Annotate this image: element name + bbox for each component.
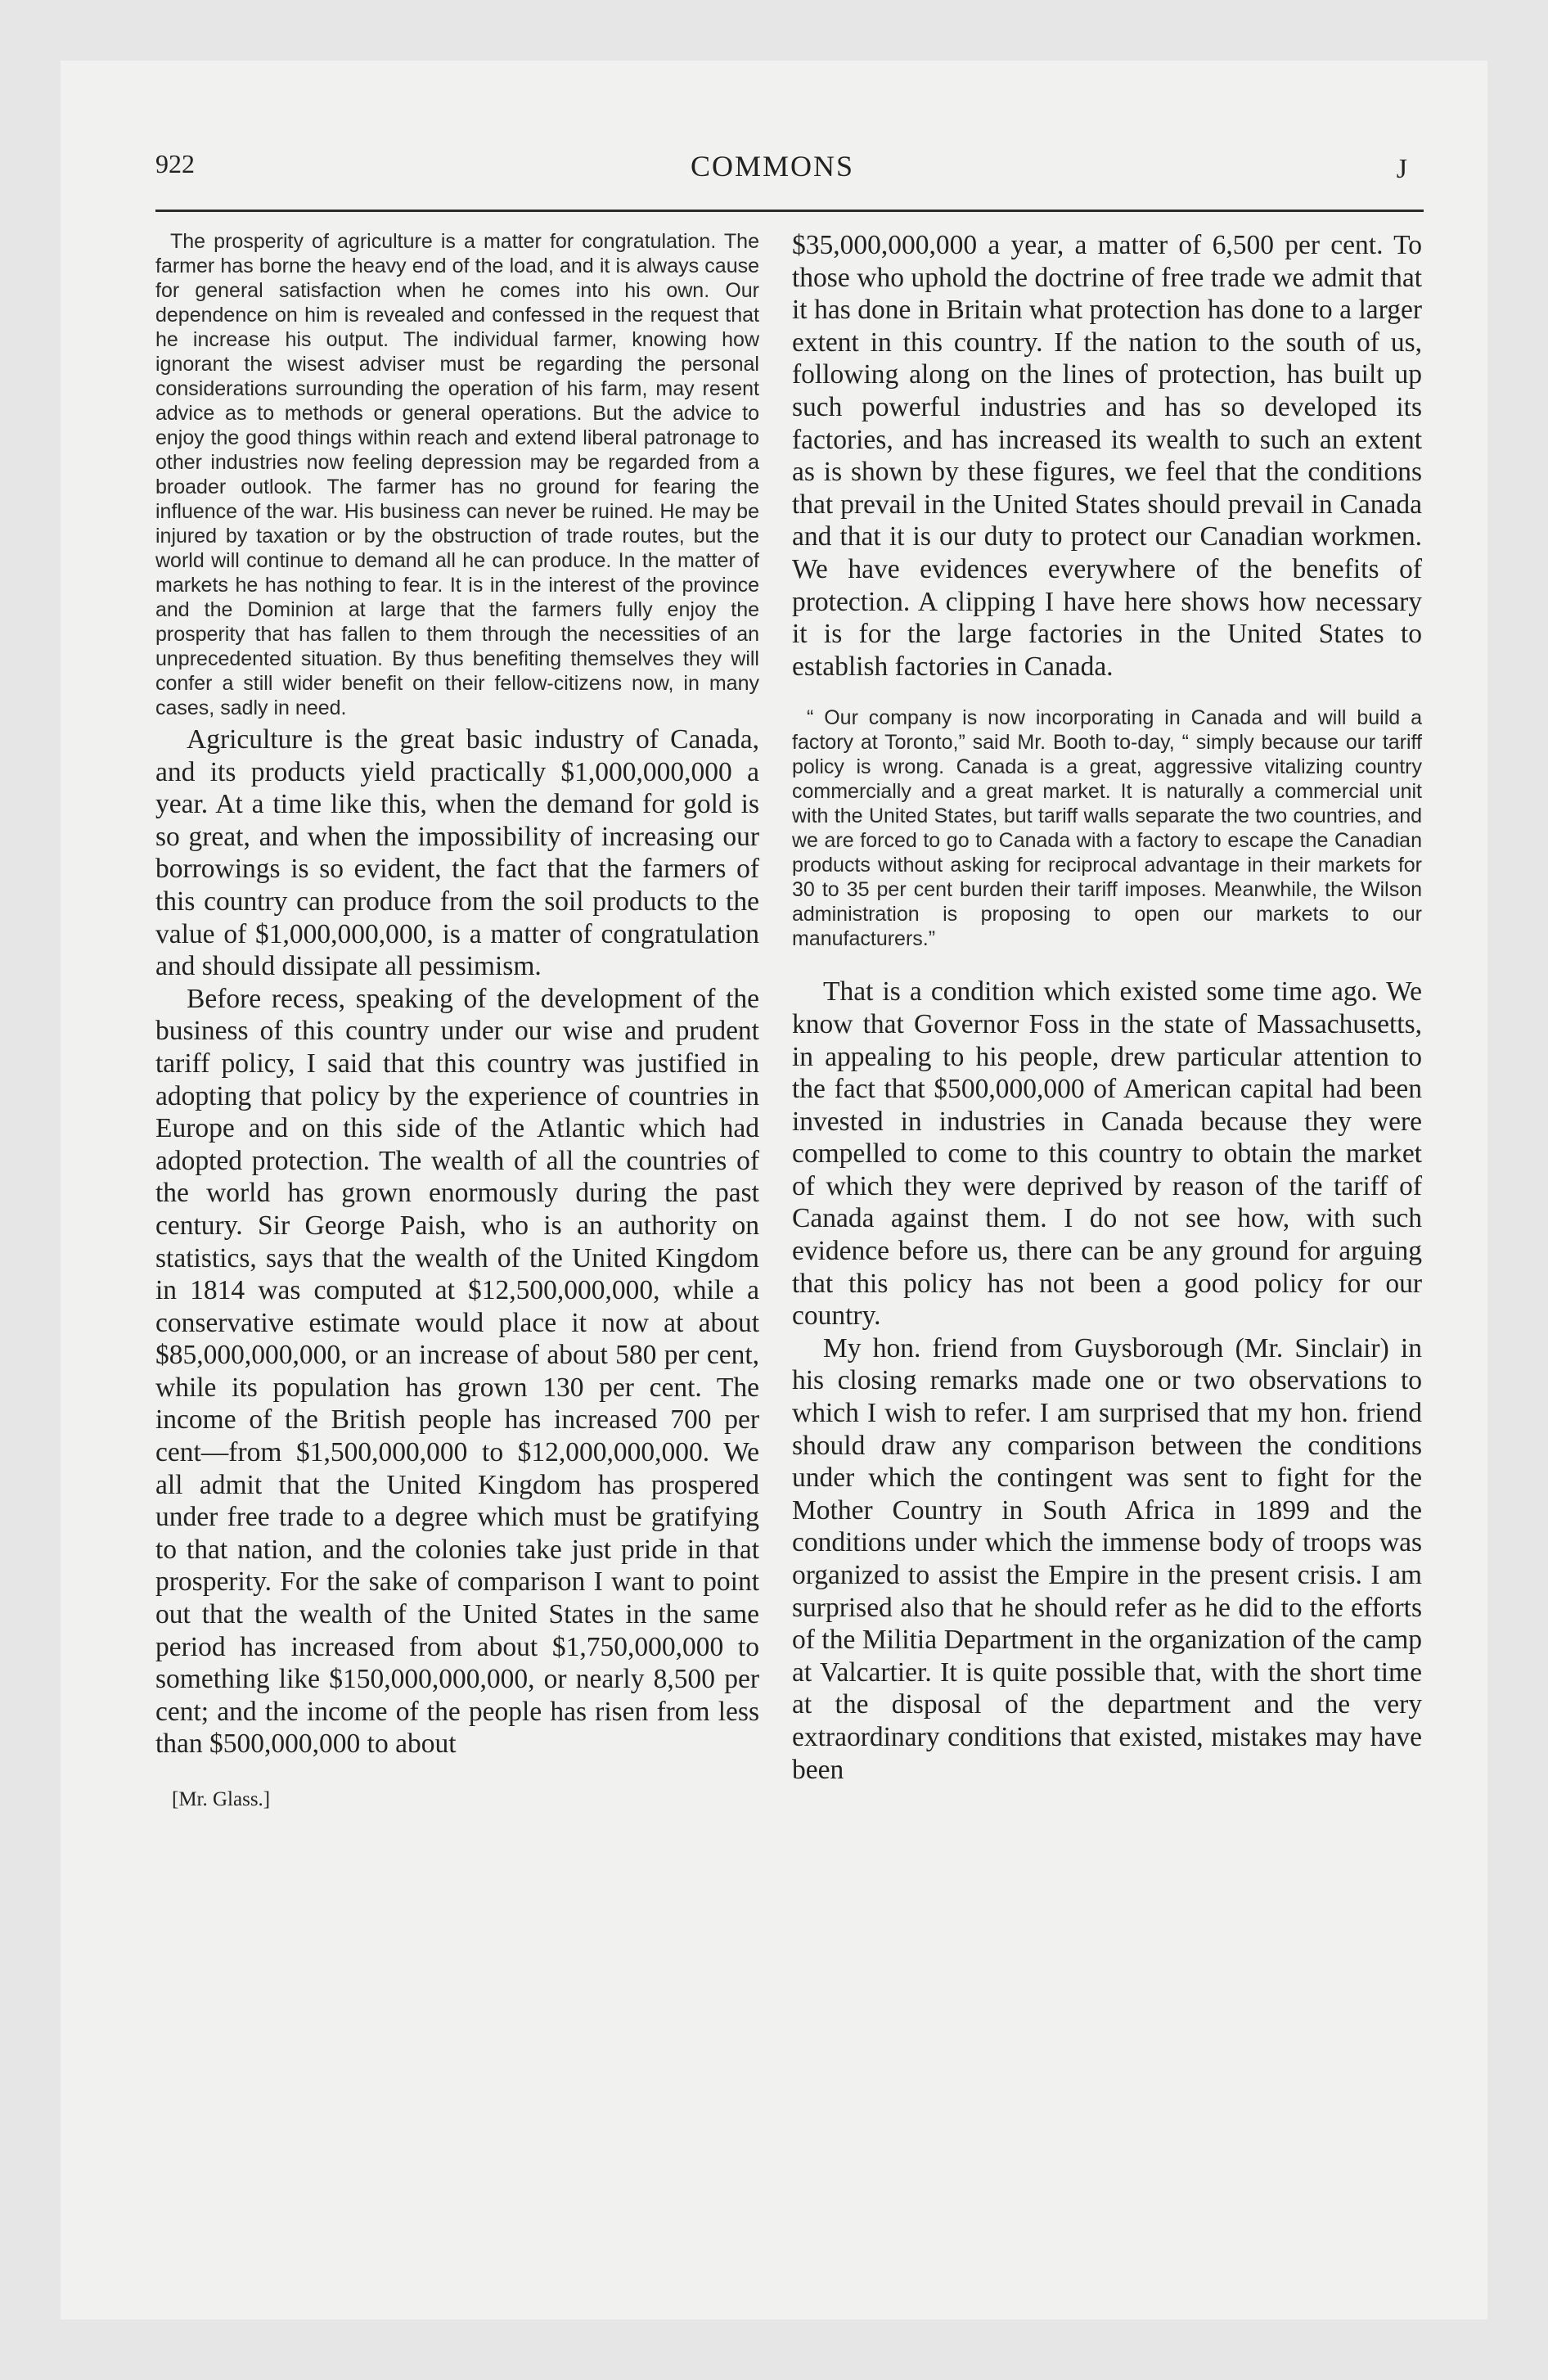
left-paragraph-1: Agriculture is the great basic industry of Canada, and its products yield practically $1,000,000,000 a year. At a time like this, when the demand for gold is so great, and when the impossibility of increasing our borrowings is so evident, the fact that the farmers of this country can produce from the soil products to the value of $1,000,000,000, is a matter of congratulation and should dissipate all pessimism. [155,724,759,982]
page-number: 922 [155,149,195,178]
running-head: COMMONS [691,150,855,183]
right-paragraph-3: My hon. friend from Guysborough (Mr. Sinclair) in his closing remarks made one or two observations to which I wish to refer. I am surprised that my hon. friend should draw any comparison between the conditions under which the contingent was sent to fight for the Mother Country in South Africa in 1899 and the conditions under which the immense body of troops was organized to assist the Empire in the present crisis. I am surprised also that he should refer as he did to the efforts of the Militia Department in the organization of the camp at Valcartier. It is quite possible that, with the short time at the disposal of the department and the very extraordinary conditions that existed, mistakes may have been [792,1332,1422,1785]
right-column [792,229,1422,1786]
right-paragraph-2: That is a condition which existed some time ago. We know that Governor Foss in the state of Massachusetts, in appealing to his people, drew particular attention to the fact that $500,000,000 of American capital had been invested in industries in Canada because they were compelled to come to this country to obtain the market of which they were deprived by reason of the tariff of Canada against them. I do not see how, with such evidence before us, there can be any ground for arguing that this policy has not been a good policy for our country. [792,976,1422,1332]
right-paragraph-1: $35,000,000,000 a year, a matter of 6,500 per cent. To those who uphold the doctrine of free trade we admit that it has done in Britain what protection has done to a larger extent in this country. If the nation to the south of us, following along on the lines of protection, has built up such powerful industries and has so developed its factories, and has increased its wealth to such an extent as is shown by these figures, we feel that the conditions that prevail in the United States should prevail in Canada and that it is our duty to protect our Canadian workmen. We have evidences everywhere of the benefits of protection. A clipping I have here shows how necessary it is for the large factories in the United States to establish factories in Canada. [792,230,1422,682]
corner-mark: J [1396,154,1407,184]
left-paragraph-2: Before recess, speaking of the development of the business of this country under our wise and prudent tariff policy, I said that this country was justified in adopting that policy by the experience of countries in Europe and on this side of the Atlantic which had adopted protection. The wealth of all the countries of the world has grown enormously during the past century. Sir George Paish, who is an authority on statistics, says that the wealth of the United Kingdom in 1814 was computed at $12,500,000,000, while a conservative estimate would place it now at about $85,000,000,000, or an increase of about 580 per cent, while its population has grown 130 per cent. The income of the British people has increased 700 per cent—from $1,500,000,000 to $12,000,000,000. We all admit that the United Kingdom has prospered under free trade to a degree which must be gratifying to that nation, and the colonies take just pride in that prosperity. For the sake of comparison I want to point out that the wealth of the United States in the same period has increased from about $1,750,000,000 to something like $150,000,000,000, or nearly 8,500 per cent; and the income of the people has risen from less than $500,000,000 to about [155,983,759,1760]
page-header [155,139,1424,188]
left-quote: The prosperity of agriculture is a matter for congratulation. The farmer has borne the heavy end of the load, and it is always cause for general satisfaction when he comes into his own. Our dependence on him is revealed and confessed in the request that he increase his output. The individual farmer, knowing how ignorant the wisest adviser must be regarding the personal considerations surrounding the operation of his farm, may resent advice as to methods or general operations. But the advice to enjoy the good things within reach and extend liberal patronage to other industries now feeling depression may be regarded from a broader outlook. The farmer has no ground for fearing the influence of the war. His business can never be ruined. He may be injured by taxation or by the obstruction of trade routes, but the world will continue to demand all he can produce. In the matter of markets he has nothing to fear. It is in the interest of the province and the Dominion at large that the farmers fully enjoy the prosperity that has fallen to them through the necessities of an unprecedented situation. By thus benefiting themselves they will confer a still wider benefit on their fellow-citizens now, in many cases, sadly in need. [155,230,759,719]
left-column [155,229,759,1811]
header-rule [155,210,1424,212]
speaker-attribution: [Mr. Glass.] [172,1788,271,1810]
right-quote: “ Our company is now incorporating in Canada and will build a factory at Toronto,” said Mr. Booth to-day, “ simply because our tariff policy is wrong. Canada is a great, aggressive vitalizing country commercially and a great market. It is naturally a commercial unit with the United States, but tariff walls separate the two countries, and we are forced to go to Canada with a factory to escape the Canadian products without asking for reciprocal advantage in their markets for 30 to 35 per cent burden their tariff imposes. Meanwhile, the Wilson administration is proposing to open our markets to our manufacturers.” [792,706,1422,951]
